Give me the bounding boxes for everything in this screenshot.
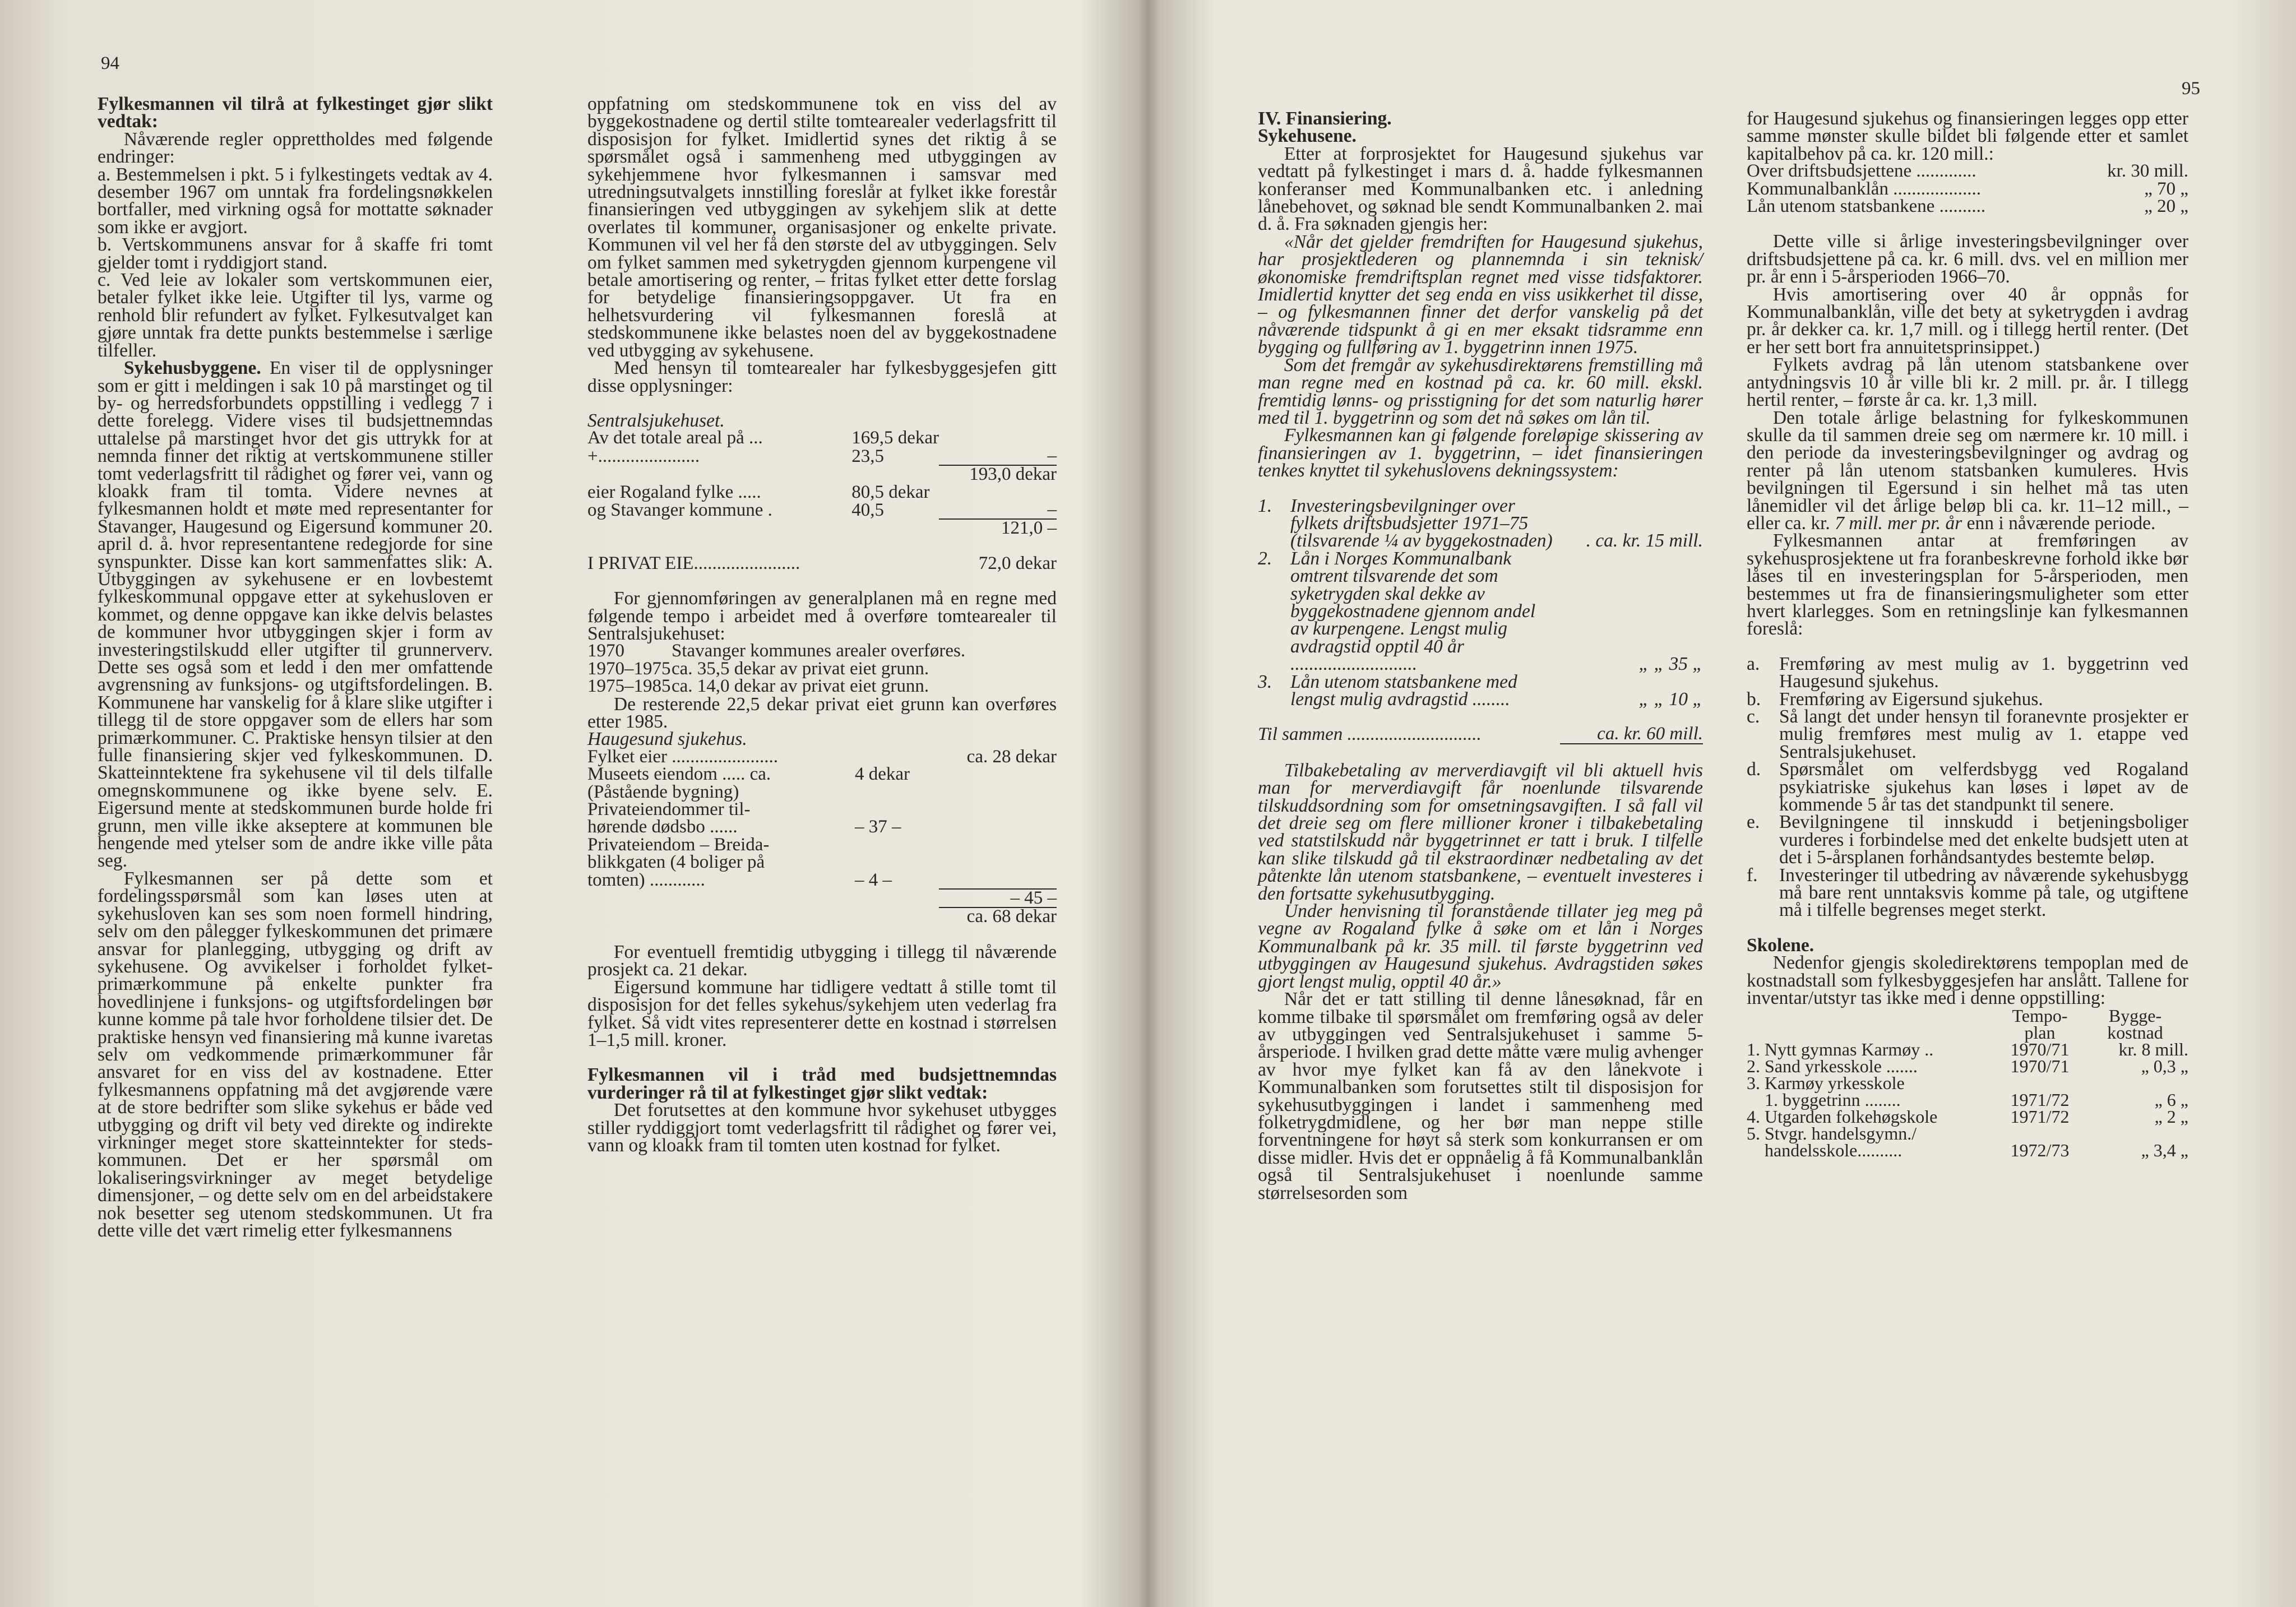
list-item [1747,813,2188,866]
table-cell [851,465,939,483]
table-cell: 40,5 [851,499,884,520]
text-run: Den totale årlige belastning for fylkeskommunen skulle da til sammen dreie seg om nærmere kr. 10 mill. i den periode da investeringsbevilgninger og avdrag og renter på lån utenom statsbanken kumuleres. Hvis bevilgningen til Egersund i sin helhet må tas uten lånemidler vil det årlige beløp bli ca. kr. 11–12 mill., – eller ca. kr. [1747,407,2188,534]
table-row [587,660,1057,678]
table-cell: 1971/72 [2010,1089,2070,1110]
table-cell: 4 dekar [855,764,910,785]
item-amount: „ „ 10 „ [1638,689,1703,710]
financing-item [1258,550,1703,673]
table-cell [851,519,939,537]
table-cell [855,907,939,925]
table-cell: 1. Nytt gymnas Karmøy .. [1747,1039,1934,1059]
table-cell: „ 6 „ [2154,1089,2188,1110]
paragraph [98,359,493,870]
table-cell: 1970/71 [2010,1039,2070,1059]
table-cell [939,429,1057,447]
table-row [1747,1125,2188,1142]
table-cell [939,484,1057,501]
item-letter: d. [1747,759,1761,780]
item-text: Fremføring av mest mulig av 1. byggetrinn ved Haugesund sjukehus. [1779,653,2188,692]
table-row [587,678,1057,695]
table-cell: 1970 [587,641,624,661]
item-text: Så langt det under hensyn til foranevnte prosjekter er mulig fremføres mest mulig av 1. etappe ved Sentralsjukehuset. [1779,706,2188,762]
paragraph: Nedenfor gjengis skoledirektørens tempoplan med de kostnadstall som fylkesbyggesjefen har anslått. Tallene for inventar/utstyr tas ikke med i denne oppstilling: [1747,952,2188,1009]
page-number: 94 [101,53,119,73]
page-number: 95 [2182,78,2200,99]
table-cell [939,854,1057,871]
table-row [587,784,1057,801]
paragraph-lead: Sykehusbyggene. [123,358,261,379]
quote-paragraph: «Når det gjelder fremdriften for Haugesund sjukehus, har prosjektlederen og plannemnda i sin teknisk/økonomiske fremdriftsplan regnet med visse tidsfaktorer. Imidlertid knytter det seg enda en viss usikkerhet til disse, – og fylkesmannen finner det derfor vanskelig på det nåværende tidspunkt å gi en mer eksakt tidsramme enn bygging og fullføring av 1. byggetrinn innen 1975. [1258,231,1703,358]
table-cell [2082,1125,2188,1142]
table-cell: – 45 – [939,889,1057,907]
paragraph: Fylkesmannen antar at fremføringen av sykehusprosjektene ut fra foranbeskrevne forhold ikke bør låses til en investeringsplan for 5-årsperioden, men bestemmes ut fra de finansieringsmuligheter som etter hvert klarlegges. Som en retningslinje kan fylkesmannen foreslå: [1747,530,2188,640]
financing-list [1258,497,1703,708]
table-cell: „ 3,4 „ [2141,1140,2188,1160]
table-cell [587,907,855,925]
table-cell [939,872,1057,889]
table-cell: ca. kr. 60 mill. [1560,725,1703,743]
item-amount: . ca. kr. 15 mill. [1586,530,1703,552]
right-column-1 [1258,110,1703,1202]
item-letter: c. [1747,706,1760,727]
item-text: Lån utenom statsbankene med lengst mulig avdragstid ........ [1290,671,1517,710]
table-cell: 1971/72 [2010,1106,2070,1127]
table-cell [939,818,1057,836]
table-cell [939,836,1057,854]
item-letter: b. [1747,688,1761,710]
item-number: 3. [1258,671,1272,692]
table-cell [855,784,939,801]
table-cell: I PRIVAT EIE....................... [587,553,800,573]
paragraph: Med hensyn til tomtearealer har fylkesbyggesjefen gitt disse opplysninger: [587,358,1057,396]
paragraph: b. Vertskommunens ansvar for å skaffe fri tomt gjelder tomt i ryddigjort stand. [98,234,493,273]
section-heading: IV. Finansiering. [1258,108,1392,129]
paragraph: Nåværende regler opprettholdes med følgende endringer: [98,128,493,168]
table-cell: ca. 28 dekar [966,746,1057,767]
paragraph: Eigersund kommune har tidligere vedtatt å stille tomt til disposisjon for det felles sykehus/sykehjem uten vederlag fra fylket. Så vidt vites representerer dette en kostnad i størrelsen 1–1,5 mill. kroner. [587,976,1057,1050]
section-subheading: Sykehusene. [1258,126,1357,147]
paragraph: Etter at forprosjektet for Haugesund sjukehus var vedtatt på fylkestinget i mars d. å. hadde fylkesmannen konferanser med Kommunalbanken etc. i anledning lånebehovet, og søknad ble sendt Kommunalbanken 2. mai d. å. Fra søknaden gjengis her: [1258,143,1703,235]
column-header: plan [2024,1022,2056,1043]
table-row [1747,1142,2188,1159]
table-row [1747,1075,2188,1091]
item-text: Bevilgningene til innskudd i betjeningsboliger vurderes i forbindelse med det enkelte budsjett uten at det i 5-årsplanen forhåndsantydes bestemte beløp. [1779,812,2188,868]
table-cell: tomten) ............ [587,869,705,890]
table-row [1258,725,1703,743]
table-cell: – 4 – [855,869,892,890]
table-cell: – 37 – [855,817,901,837]
table-cell [1998,1125,2082,1142]
paragraph: Når det er tatt stilling til denne lånesøknad, får en komme tilbake til spørsmålet om fremføring også av deler av utbyggingen ved Sentralsjukehuset i samme 5-årsperiode. I hvilken grad dette måtte være mulig avhenger av hvor mye fylket kan få av den lånekvote i Kommunalbanken som forutsettes stilt til disposisjon for sykehusutbyggingen i landet i sammenheng med folketrygdmidlene, og her bør man neppe stille forventningene for høyt så sterk som konkurransen er om disse midler. Hvis det er oppnåelig å få Kommunalbanklån også til Sentralsjukehuset i noenlunde samme størrelsesorden som [1258,989,1703,1203]
table-cell: 4. Utgarden folkehøgskole [1747,1106,1938,1127]
item-letter: f. [1747,864,1758,886]
table-cell: „ 0,3 „ [2141,1055,2188,1076]
table-cell: 1. byggetrinn ........ [1747,1089,1901,1110]
table-cell: 23,5 [851,446,884,466]
table-row [587,836,1057,854]
table-cell: 72,0 dekar [978,553,1057,573]
table-cell: Privateiendommer til- [587,799,751,820]
table-cell: Kommunalbanklån ................... [1747,178,1981,199]
table-row [1747,198,2188,215]
haugesund-area-table [587,748,1057,926]
proposal-list [1747,655,2188,919]
table-row [1747,1108,2188,1125]
table-cell: kr. 30 mill. [2107,161,2188,182]
table-row [587,519,1057,537]
table-row [1747,1041,2188,1058]
paragraph: Det forutsettes at den kommune hvor sykehuset utbygges stiller ryddiggjort tomt vederlagsfritt til rådighet og fører vei, vann og kloakk fram til tomten uten kostnad for fylket. [587,1100,1057,1156]
paragraph: For eventuell fremtidig utbygging i tillegg til nåværende prosjekt ca. 21 dekar. [587,941,1057,980]
list-item [1747,655,2188,691]
table-cell: Til sammen ............................. [1258,724,1482,745]
table-cell: ca. 35,5 dekar av privat eiet grunn. [672,658,929,679]
item-amount: „ „ 35 „ [1638,654,1703,675]
list-item [1747,864,2188,921]
item-letter: a. [1747,653,1760,674]
table-cell [855,836,939,854]
paragraph: a. Bestemmelsen i pkt. 5 i fylkestingets vedtak av 4. desember 1967 om unntak fra fordelingsnøkkelen bortfaller, med virkning også for mottatte søknader som ikke er avgjort. [98,164,493,238]
table-cell: Museets eiendom ..... ca. [587,764,771,785]
table-row [587,889,1057,907]
table-cell [939,801,1057,818]
table-cell: eier Rogaland fylke ..... [587,481,761,502]
school-table [1747,1007,2188,1159]
quote-paragraph: Som det fremgår av sykehusdirektørens fremstilling må man regne med en kostnad på ca. kr. 60 mill. ekskl. fremtidig lønns- og prisstigning for det som naturlig hører med til 1. byggetrinn og som det nå søkes om lån til. [1258,354,1703,428]
right-column-2 [1747,110,2188,1159]
table-cell: Lån utenom statsbankene .......... [1747,196,1986,217]
section-heading: Sentralsjukehuset. [587,410,725,431]
financing-total [1258,725,1703,744]
table-cell: – [1047,445,1057,466]
table-cell: 3. Karmøy yrkesskole [1747,1072,1905,1093]
quote-paragraph: Tilbakebetaling av merverdiavgift vil bli aktuell hvis man for merverdiavgift får noenlunde tilsvarende tilskuddsordning som for omsetningsavgiften. I så fall vil det dreie seg om flere millioner kroner i tilbakebetaling ved statstilskudd når byggetrinnet er tatt i bruk. I tilfelle kan slike tilskudd gå til ekstraordinær nedbetaling av det påtenkte lån utenom statsbankene, – eventuelt investeres i den fortsatte sykehusutbygging. [1258,759,1703,904]
table-cell: 2. Sand yrkesskole ....... [1747,1055,1918,1076]
table-cell: 1972/73 [2010,1140,2070,1160]
list-item [1747,708,2188,761]
paragraph: Fylkets avdrag på lån utenom statsbankene over antydningsvis 10 år ville bli kr. 2 mill. pr. år. I tillegg hertil renter, – første år ca. kr. 1,3 mill. [1747,354,2188,411]
table-row [1747,163,2188,180]
table-cell: Stavanger kommunes arealer overføres. [672,641,966,661]
table-cell: 1975–1985 [587,676,671,697]
item-text: Spørsmålet om velferdsbygg ved Rogaland psykiatriske sjukehus kan løses i løpet av de kommende 5 år tas det standpunkt til senere. [1779,759,2188,816]
item-number: 1. [1258,495,1272,516]
item-text: Investeringer til utbedring av nåværende sykehusbygg må bare rent unntaksvis komme på tale, og utgiftene må i tilfelle begrenses meget sterkt. [1779,864,2188,921]
table-cell: 1970/71 [2010,1055,2070,1076]
table-cell [587,465,851,483]
right-page [1148,0,2296,1607]
text-run-italic: 7 mill. mer pr. år [1835,512,1962,534]
paragraph: for Haugesund sjukehus og finansieringen legges opp etter samme mønster skulle bildet bli følgende etter et samlet kapitalbehov på ca. kr. 120 mill.: [1747,108,2188,164]
table-row [587,748,1057,766]
item-text: Fremføring av Eigersund sjukehus. [1779,688,2043,710]
table-cell: – [1047,499,1057,520]
column-header: Bygge- [2108,1005,2162,1026]
item-letter: e. [1747,812,1760,833]
table-row [587,501,1057,519]
table-cell: 121,0 – [939,519,1057,537]
paragraph: Hvis amortisering over 40 år oppnås for Kommunalbanklån, ville det bety at syketrygden i avdrag pr. år dekker ca. kr. 1,7 mill. og i tillegg hertil renter. (Det er her sett bort fra annuitetsprinsippet.) [1747,284,2188,358]
table-cell: +...................... [587,446,700,466]
paragraph: oppfatning om stedskommunene tok en viss del av byggekostnadene og dertil stilte tomtearealer vederlagsfritt til disposisjon for fylket. Imidlertid synes det riktig å se spørsmålet også i sammenheng med utbyggingen av sykehjemmene hvor fylkesmannen i samsvar med utredningsutvalgets innstilling foreslår at fylket ikke forestår finansieringen ved utbyggingen av sykehjem slik at dette overlates til kommuner, organisasjoner og enkelte private. Kommunen vil vel her få den største del av utbyggingen. Selv om fylket sammen med syketrygden gjennom kurpengene vil betale amortisering og renter, – fritas fylket etter dette forslag for betydelige finansieringsoppgaver. Ut fra en helhetsvurdering vil fylkesmannen foreslå at stedskommunene ikke belastes noen del av byggekostnadene ved utbygging av sykehusene. [587,94,1057,361]
capital-table [1747,163,2188,215]
table-cell [939,784,1057,801]
table-row [587,801,1057,818]
table-cell [587,519,851,537]
table-cell: blikkgaten (4 boliger på [587,852,765,873]
paragraph: Dette ville si årlige investeringsbevilgninger over driftsbudsjettene på ca. kr. 6 mill. dvs. vel en million mer pr. år enn i 5-årsperioden 1966–70. [1747,231,2188,288]
section-heading: Haugesund sjukehus. [587,729,747,750]
financing-item [1258,497,1703,550]
table-cell: ca. 14,0 dekar av privat eiet grunn. [672,676,929,697]
tempo-table [587,642,1057,695]
table-cell: kr. 8 mill. [2118,1039,2188,1059]
table-cell: „ 70 „ [2144,178,2188,199]
table-cell: (Påstående bygning) [587,781,739,802]
table-cell: og Stavanger kommune . [587,499,772,520]
table-cell [587,889,855,907]
table-row [587,642,1057,660]
list-item [1747,688,2188,710]
table-cell [855,801,939,818]
table-cell: Privateiendom – Breida- [587,834,770,855]
text-run: En viser til de opplysninger som er gitt i meldingen i sak 10 på marstinget og til by- og herredsforbundets oppstilling i vedlegg 7 i dette forelegg. Videre vises til budsjettnemndas uttalelse på marstinget hvor det gis uttrykk for at nemnda finner det riktig at vertskommunene stiller tomt vederlagsfritt til rådighet og fører vei, vann og kloakk fram til tomta. Videre nevnes at fylkesmannen holdt et møte med representanter for Stavanger, Haugesund og Eigersund kommuner 20. april d. å. hvor representantene redegjorde for sine synspunkter. Disse kan kort sammenfattes slik: A. Utbyggingen av sykehusene er en lovbestemt fylkeskommunal oppgave etter at sykehusloven er kommet, og denne oppgave kan ikke delvis belastes de kommuner hvor utbyggingen skjer i form av investeringstilskudd eller utgifter til grunnerverv. Dette ses også som et ledd i den mer omfattende avgrensning av funksjons- og utgiftsfordelingen. B. Kommunene har vanskelig for å klare slike utgifter i tillegg til de store oppgaver som de ellers har som primærkommuner. C. Praktiske hensyn tilsier at den fulle finansiering skjer ved fylkeskommunen. D. Skatteinntektene fra sykehusene vil til dels tilfalle omegnskommunene og ikke byene selv. E. Eigersund mente at stedskommunen burde holde fri grunn, men ville ikke akseptere at kommunen ble hengende med ytelser som de andre ikke ville påta seg. [98,358,493,872]
table-cell [855,854,939,871]
table-row [587,484,1057,501]
table-row [587,465,1057,483]
table-cell: ca. 68 dekar [939,907,1057,925]
table-row [587,818,1057,836]
table-cell [939,766,1057,783]
quote-paragraph: Fylkesmannen kan gi følgende foreløpige skissering av finansieringen av 1. byggetrinn, – idet finansieringen tenkes knyttet til sykehuslovens dekningssystem: [1258,425,1703,481]
paragraph: De resterende 22,5 dekar privat eiet grunn kan overføres etter 1985. [587,693,1057,732]
item-text: Lån i Norges Kommunalbank omtrent tilsvarende det som syketrygden skal dekke av byggekostnadene gjennom andel av kurpengene. Lengst mulig avdragstid opptil 40 år ........................... [1290,548,1536,675]
table-row [1747,1058,2188,1075]
table-cell: Over driftsbudsjettene ............. [1747,161,1976,182]
section-heading: Skolene. [1747,934,1814,956]
paragraph: For gjennomføringen av generalplanen må en regne med følgende tempo i arbeidet med å overføre tomtearealer til Sentralsjukehuset: [587,588,1057,644]
sentral-area-table [587,429,1057,537]
paragraph: Fylkesmannen ser på dette som et fordelingsspørsmål som kan løses uten at sykehusloven kan ses som noen formell hindring, selv om den pålegger fylkeskommunen det primære ansvar for planlegging, utbygging og drift av sykehusene. Og avvikelser i forholdet fylket-primærkommune på enkelte punkter fra hovedlinjene i funksjons- og utgiftsfordelingen bør kunne komme på tale hvor forholdene tilsier det. De praktiske hensyn ved finansiering må kunne ivaretas selv om vedkommende primærkommuner får ansvaret for en viss del av kostnadene. Etter fylkesmannens oppfatning må det avgjørende være at de store bedrifter som slike sykehus er både ved utbygging og drift vil bety ved direkte og indirekte virkninger meget store skatteinntekter for steds-kommunen. Det er her spørsmål om lokaliseringsvirkninger av meget betydelige dimensjoner, – og dette selv om en del arbeidstakere nok besetter seg utenom stedskommunen. Ut fra dette ville det vært rimelig etter fylkesmannens [98,868,493,1241]
table-row [1747,1091,2188,1108]
table-row [1747,180,2188,198]
table-cell [2082,1075,2188,1091]
left-column-2 [587,95,1057,1154]
table-cell [855,889,939,907]
table-cell: 80,5 dekar [851,481,930,502]
table-cell: „ 2 „ [2154,1106,2188,1127]
column-header: kostnad [2107,1022,2163,1043]
table-row [587,907,1057,925]
left-page [0,0,1144,1607]
text-run: enn i nåværende periode. [1962,512,2156,534]
section-heading: Fylkesmannen vil tilrå at fylkestinget gjør slikt vedtak: [98,94,493,132]
item-number: 2. [1258,548,1272,569]
table-header-row [1747,1024,2188,1041]
table-row [587,766,1057,783]
table-cell [855,748,939,766]
table-cell: handelsskole.......... [1747,1140,1902,1160]
financing-item [1258,673,1703,708]
table-row [587,872,1057,889]
table-cell: 5. Stvgr. handelsgymn./ [1747,1123,1917,1143]
table-cell [1998,1075,2082,1091]
table-row [587,447,1057,465]
table-cell: 193,0 dekar [939,465,1057,483]
column-header: Tempo- [2012,1005,2068,1026]
table-cell: Fylket eier ....................... [587,746,779,767]
paragraph [1747,409,2188,532]
section-heading: Fylkesmannen vil i tråd med budsjettnemndas vurderinger rå til at fylkestinget gjør slikt vedtak: [587,1064,1057,1103]
paragraph: c. Ved leie av lokaler som vertskommunen eier, betaler fylket ikke leie. Utgifter til lys, varme og renhold blir refundert av fylket. Fylkesutvalget kan gjøre unntak fra dette punkts bestemmelse i særlige tilfeller. [98,270,493,361]
table-cell: hørende dødsbo ...... [587,817,738,837]
list-item [1747,759,2188,816]
table-row [587,854,1057,871]
left-column-1 [98,95,493,1239]
table-row [587,555,1057,572]
quote-paragraph: Under henvisning til foranstående tillater jeg meg på vegne av Rogaland fylke å søke om et lån i Norges Kommunalbank på kr. 35 mill. til første byggetrinn ved utbyggingen av Haugesund sjukehus. Avdragstiden søkes gjort lengst mulig, opptil 40 år.» [1258,901,1703,992]
table-cell: 1970–1975 [587,658,671,679]
table-header-row [1747,1007,2188,1024]
table-cell: „ 20 „ [2144,196,2188,217]
table-row [587,429,1057,447]
privat-table [587,555,1057,572]
table-cell: 169,5 dekar [851,428,939,448]
item-text: Investeringsbevilgninger over fylkets driftsbudsjetter 1971–75 (tilsvarende ¼ av byggekostnaden) [1290,495,1553,552]
table-cell: Av det totale areal på ... [587,428,763,448]
